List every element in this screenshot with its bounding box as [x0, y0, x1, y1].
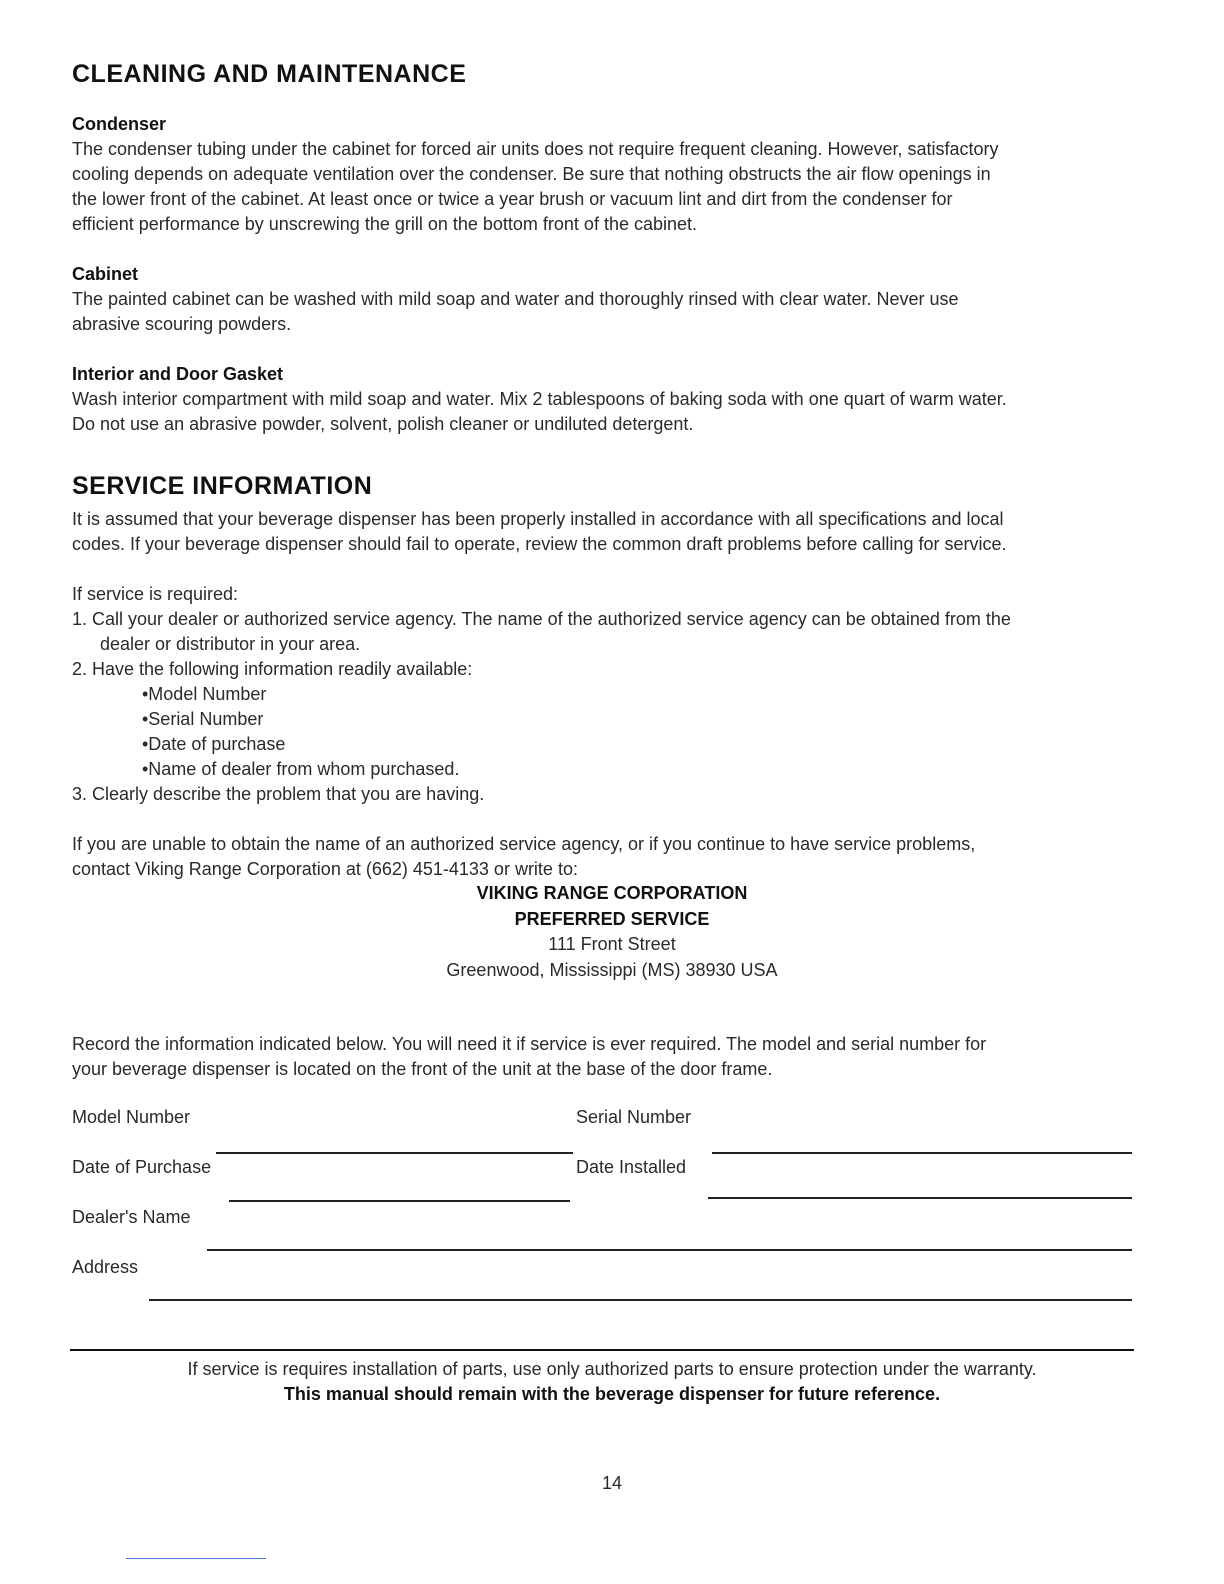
text-line: codes. If your beverage dispenser should fail to operate, review the common draft problems before calling for service. [72, 534, 1007, 554]
date-of-purchase-label: Date of Purchase [72, 1157, 212, 1177]
bullet-item: •Date of purchase [142, 734, 286, 754]
page-number: 14 [601, 1473, 623, 1493]
section-heading-service: SERVICE INFORMATION [72, 472, 373, 500]
list-item-continuation: dealer or distributor in your area. [100, 634, 361, 654]
list-item: 2. Have the following information readily available: [72, 659, 473, 679]
text-line: contact Viking Range Corporation at (662) 451-4133 or write to: [72, 859, 578, 879]
text-line: Record the information indicated below. You will need it if service is ever required. The model and serial number for [72, 1034, 987, 1054]
serial-number-field[interactable] [712, 1152, 1132, 1154]
contact-paragraph [72, 832, 1152, 882]
section-heading-cleaning: CLEANING AND MAINTENANCE [72, 60, 467, 88]
list-item: 1. Call your dealer or authorized service agency. The name of the authorized service agency can be obtained from the [72, 609, 1011, 629]
model-number-field[interactable] [216, 1152, 573, 1154]
text-line: It is assumed that your beverage dispenser has been properly installed in accordance with all specifications and local [72, 509, 1004, 529]
footer-notes [72, 1357, 1152, 1407]
footer-bold-note: This manual should remain with the beverage dispenser for future reference. [283, 1384, 941, 1404]
list-item: 3. Clearly describe the problem that you are having. [72, 784, 485, 804]
date-installed-field[interactable] [708, 1197, 1132, 1199]
bullet-item: •Serial Number [142, 709, 264, 729]
serial-number-label: Serial Number [576, 1107, 692, 1127]
model-number-label: Model Number [72, 1107, 191, 1127]
cabinet-paragraph [72, 287, 1152, 337]
date-of-purchase-field[interactable] [229, 1200, 570, 1202]
dealers-name-field[interactable] [207, 1249, 1132, 1251]
text-line: Wash interior compartment with mild soap and water. Mix 2 tablespoons of baking soda with one quart of warm water. [72, 389, 1007, 409]
divider [126, 1558, 266, 1559]
text-line: cooling depends on adequate ventilation over the condenser. Be sure that nothing obstructs the air flow openings in [72, 164, 991, 184]
address-street: 111 Front Street [548, 934, 676, 954]
text-line: efficient performance by unscrewing the grill on the bottom front of the cabinet. [72, 214, 698, 234]
mailing-address [72, 881, 1152, 983]
record-paragraph [72, 1032, 1152, 1082]
subheading-gasket: Interior and Door Gasket [72, 364, 284, 384]
address-city: Greenwood, Mississippi (MS) 38930 USA [446, 959, 778, 980]
subheading-condenser: Condenser [72, 114, 167, 134]
text-line: Do not use an abrasive powder, solvent, polish cleaner or undiluted detergent. [72, 414, 694, 434]
address-department: PREFERRED SERVICE [514, 908, 710, 929]
text-line: your beverage dispenser is located on the front of the unit at the base of the door frame. [72, 1059, 773, 1079]
text-line: abrasive scouring powders. [72, 314, 292, 334]
service-steps-list [72, 582, 1152, 807]
subheading-cabinet: Cabinet [72, 264, 139, 284]
date-installed-label: Date Installed [576, 1157, 687, 1177]
condenser-paragraph [72, 137, 1152, 237]
bullet-item: •Model Number [142, 684, 267, 704]
address-label: Address [72, 1257, 139, 1277]
text-line: The painted cabinet can be washed with mild soap and water and thoroughly rinsed with clear water. Never use [72, 289, 959, 309]
text-line: If you are unable to obtain the name of an authorized service agency, or if you continue to have service problems, [72, 834, 976, 854]
footer-divider [70, 1349, 1134, 1351]
service-intro-paragraph [72, 507, 1152, 557]
address-company: VIKING RANGE CORPORATION [476, 883, 748, 903]
gasket-paragraph [72, 387, 1152, 437]
list-label: If service is required: [72, 584, 239, 604]
address-field[interactable] [149, 1299, 1132, 1301]
footer-note: If service is requires installation of parts, use only authorized parts to ensure protection under the warranty. [187, 1359, 1037, 1379]
text-line: The condenser tubing under the cabinet for forced air units does not require frequent cleaning. However, satisfactory [72, 139, 999, 159]
text-line: the lower front of the cabinet. At least once or twice a year brush or vacuum lint and dirt from the condenser for [72, 189, 953, 209]
dealers-name-label: Dealer's Name [72, 1207, 191, 1227]
bullet-item: •Name of dealer from whom purchased. [142, 759, 460, 779]
